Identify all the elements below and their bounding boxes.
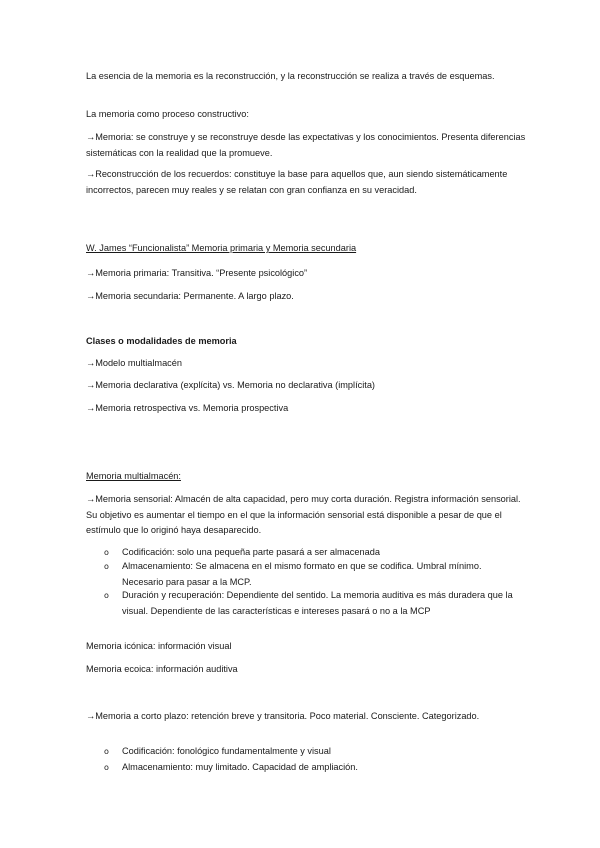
bullet-marker: o bbox=[104, 747, 109, 756]
bullet-text: Almacenamiento: muy limitado. Capacidad de ampliación. bbox=[122, 762, 358, 772]
mcp-bullet bbox=[104, 760, 524, 776]
memoria-ecoica-line: Memoria ecoica: información auditiva bbox=[86, 664, 238, 674]
modelo-multialmacen-line: →Modelo multialmacén bbox=[86, 358, 182, 368]
memoria-sensorial-paragraph: →Memoria sensorial: Almacén de alta capacidad, pero muy corta duración. Registra información sensorial. Su objetivo es aumentar el tiempo en el que la información sensorial está disponible a pesar de que el estímulo que lo originó haya desaparecido. bbox=[86, 494, 521, 535]
intro-paragraph: La esencia de la memoria es la reconstrucción, y la reconstrucción se realiza a través de esquemas. bbox=[86, 71, 495, 81]
memoria-primaria-line: →Memoria primaria: Transitiva. “Presente psicológico” bbox=[86, 268, 308, 278]
bullet-text: Almacenamiento: Se almacena en el mismo formato en que se codifica. Umbral mínimo. Necesario para pasar a la MCP. bbox=[122, 561, 482, 587]
memoria-secundaria-line: →Memoria secundaria: Permanente. A largo plazo. bbox=[86, 291, 294, 301]
bullet-marker: o bbox=[104, 763, 109, 772]
mcp-bullet bbox=[104, 744, 524, 760]
bullet-text: Codificación: solo una pequeña parte pasará a ser almacenada bbox=[122, 547, 380, 557]
reconstruccion-paragraph: →Reconstrucción de los recuerdos: constituye la base para aquellos que, aun siendo sistemáticamente incorrectos, parecen muy reales y se relatan con gran confianza en su veracidad. bbox=[86, 169, 508, 195]
bullet-marker: o bbox=[104, 562, 109, 571]
clases-heading: Clases o modalidades de memoria bbox=[86, 336, 237, 346]
constructive-process-label: La memoria como proceso constructivo: bbox=[86, 109, 249, 119]
bullet-text: Codificación: fonológico fundamentalmente y visual bbox=[122, 746, 331, 756]
memoria-retrospectiva-line: →Memoria retrospectiva vs. Memoria prospectiva bbox=[86, 403, 289, 413]
james-heading: W. James “Funcionalista” Memoria primaria y Memoria secundaria bbox=[86, 243, 357, 253]
sensorial-bullet bbox=[104, 559, 524, 590]
bullet-marker: o bbox=[104, 591, 109, 600]
memoria-paragraph: →Memoria: se construye y se reconstruye desde las expectativas y los conocimientos. Presenta diferencias sistemáticas con la realidad que la promueve. bbox=[86, 132, 526, 158]
memoria-corto-plazo-paragraph: →Memoria a corto plazo: retención breve y transitoria. Poco material. Consciente. Categorizado. bbox=[86, 711, 480, 721]
multialmacen-heading: Memoria multialmacén: bbox=[86, 471, 181, 481]
memoria-declarativa-line: →Memoria declarativa (explícita) vs. Memoria no declarativa (implícita) bbox=[86, 380, 375, 390]
sensorial-bullet bbox=[104, 588, 524, 619]
bullet-marker: o bbox=[104, 548, 109, 557]
bullet-text: Duración y recuperación: Dependiente del sentido. La memoria auditiva es más duradera que la visual. Dependiente de las características e intereses pasará o no a la MCP bbox=[122, 590, 513, 616]
memoria-iconica-line: Memoria icónica: información visual bbox=[86, 641, 232, 651]
